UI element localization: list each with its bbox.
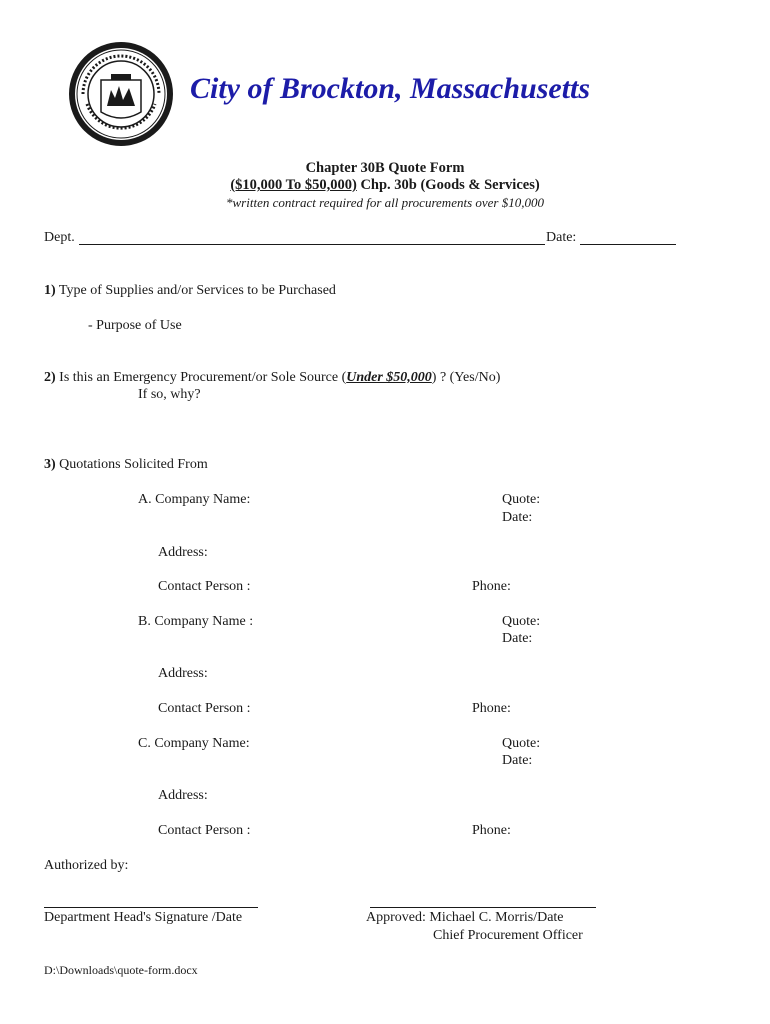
question-2-num: 2) <box>44 370 56 385</box>
company-b-address-label: Address: <box>158 666 208 681</box>
approval-signature-line[interactable] <box>370 907 596 908</box>
company-a-phone-label: Phone: <box>472 579 511 594</box>
company-b-date-label: Date: <box>502 631 533 646</box>
form-range <box>0 177 770 194</box>
dept-label: Dept. <box>44 230 75 245</box>
company-c-phone-label: Phone: <box>472 823 511 838</box>
question-1-text: Type of Supplies and/or Services to be Purchased <box>55 283 336 298</box>
authorized-by-label: Authorized by: <box>44 858 129 873</box>
company-b-name-label: B. Company Name : <box>138 614 254 629</box>
form-note: *written contract required for all procurements over $10,000 <box>226 195 544 210</box>
purpose-of-use: - Purpose of Use <box>88 318 182 333</box>
date-label: Date: <box>546 230 577 245</box>
question-3-text: Quotations Solicited From <box>55 457 208 472</box>
dept-field-line[interactable] <box>79 244 545 245</box>
range-underlined: ($10,000 To $50,000) <box>230 177 357 193</box>
company-b-phone-label: Phone: <box>472 701 511 716</box>
question-1-num: 1) <box>44 283 56 298</box>
dept-head-signature-label: Department Head's Signature /Date <box>44 910 243 925</box>
chief-procurement-officer-label: Chief Procurement Officer <box>433 928 583 943</box>
company-a-date-label: Date: <box>502 510 533 525</box>
question-3 <box>44 457 208 473</box>
company-c-address-label: Address: <box>158 788 208 803</box>
question-2 <box>44 370 500 386</box>
approved-by-label: Approved: Michael C. Morris/Date <box>366 910 564 925</box>
company-c-contact-label: Contact Person : <box>158 823 251 838</box>
range-rest: Chp. 30b (Goods & Services) <box>356 177 540 193</box>
question-2-text-b: ) ? (Yes/No) <box>431 370 501 385</box>
file-path-footer: D:\Downloads\quote-form.docx <box>44 963 198 977</box>
question-3-num: 3) <box>44 457 56 472</box>
question-2-emph: Under $50,000 <box>346 370 432 385</box>
company-a-quote-label: Quote: <box>502 492 541 507</box>
question-2-text-a: Is this an Emergency Procurement/or Sole Source ( <box>55 370 347 385</box>
dept-head-signature-line[interactable] <box>44 907 258 908</box>
company-c-quote-label: Quote: <box>502 736 541 751</box>
question-1 <box>44 283 336 299</box>
company-a-name-label: A. Company Name: <box>138 492 251 507</box>
city-seal-logo <box>67 40 175 148</box>
company-c-name-label: C. Company Name: <box>138 736 250 751</box>
company-a-contact-label: Contact Person : <box>158 579 251 594</box>
date-field-line[interactable] <box>580 244 676 245</box>
company-c-date-label: Date: <box>502 753 533 768</box>
form-title: Chapter 30B Quote Form <box>305 160 465 176</box>
city-title: City of Brockton, Massachusetts <box>190 72 591 105</box>
company-b-quote-label: Quote: <box>502 614 541 629</box>
company-a-address-label: Address: <box>158 545 208 560</box>
company-b-contact-label: Contact Person : <box>158 701 251 716</box>
if-so-why: If so, why? <box>138 387 201 402</box>
